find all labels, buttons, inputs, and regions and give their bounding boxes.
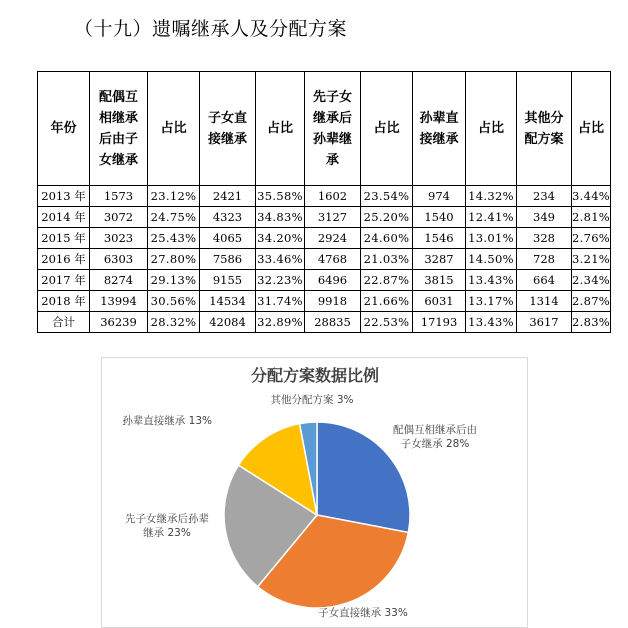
share-cell: 2.34% bbox=[572, 270, 611, 291]
count-cell: 17193 bbox=[413, 312, 466, 333]
header-share: 占比 bbox=[361, 72, 413, 186]
share-cell: 3.21% bbox=[572, 249, 611, 270]
header-spouse-then-children: 配偶互相继承后由子女继承 bbox=[90, 72, 148, 186]
share-cell: 14.32% bbox=[466, 186, 517, 207]
slice-label-line: 子女直接继承 33% bbox=[318, 607, 408, 619]
share-cell: 14.50% bbox=[466, 249, 517, 270]
slice-label-line: 子女继承 28% bbox=[400, 438, 470, 450]
count-cell: 349 bbox=[517, 207, 572, 228]
share-cell: 25.20% bbox=[361, 207, 413, 228]
count-cell: 14534 bbox=[200, 291, 256, 312]
statistics-table bbox=[37, 71, 611, 333]
share-cell: 27.80% bbox=[148, 249, 200, 270]
count-cell: 1314 bbox=[517, 291, 572, 312]
share-cell: 21.03% bbox=[361, 249, 413, 270]
share-cell: 29.13% bbox=[148, 270, 200, 291]
count-cell: 4323 bbox=[200, 207, 256, 228]
table-row bbox=[38, 207, 611, 228]
count-cell: 3127 bbox=[305, 207, 361, 228]
share-cell: 13.17% bbox=[466, 291, 517, 312]
count-cell: 1540 bbox=[413, 207, 466, 228]
count-cell: 6031 bbox=[413, 291, 466, 312]
share-cell: 2.81% bbox=[572, 207, 611, 228]
share-cell: 35.58% bbox=[256, 186, 305, 207]
count-cell: 3617 bbox=[517, 312, 572, 333]
count-cell: 728 bbox=[517, 249, 572, 270]
header-children-direct: 子女直接继承 bbox=[200, 72, 256, 186]
slice-label bbox=[122, 414, 212, 427]
share-cell: 28.32% bbox=[148, 312, 200, 333]
year-cell: 2016 年 bbox=[38, 249, 90, 270]
count-cell: 3072 bbox=[90, 207, 148, 228]
header-year: 年份 bbox=[38, 72, 90, 186]
pie-chart-panel bbox=[101, 357, 528, 628]
share-cell: 2.83% bbox=[572, 312, 611, 333]
share-cell: 22.53% bbox=[361, 312, 413, 333]
table-body bbox=[38, 186, 611, 333]
count-cell: 1546 bbox=[413, 228, 466, 249]
count-cell: 1573 bbox=[90, 186, 148, 207]
slice-label bbox=[318, 606, 408, 619]
pie-slice bbox=[317, 422, 410, 532]
count-cell: 9155 bbox=[200, 270, 256, 291]
slice-label-line: 继承 23% bbox=[143, 527, 191, 539]
table-total-row bbox=[38, 312, 611, 333]
count-cell: 2924 bbox=[305, 228, 361, 249]
share-cell: 2.76% bbox=[572, 228, 611, 249]
header-children-then-grandchildren: 先子女继承后孙辈继承 bbox=[305, 72, 361, 186]
count-cell: 1602 bbox=[305, 186, 361, 207]
count-cell: 3287 bbox=[413, 249, 466, 270]
share-cell: 33.46% bbox=[256, 249, 305, 270]
slice-label-line: 孙辈直接继承 13% bbox=[122, 415, 212, 427]
count-cell: 328 bbox=[517, 228, 572, 249]
table-row bbox=[38, 186, 611, 207]
share-cell: 24.75% bbox=[148, 207, 200, 228]
header-other-plan: 其他分配方案 bbox=[517, 72, 572, 186]
header-share: 占比 bbox=[572, 72, 611, 186]
year-cell: 2018 年 bbox=[38, 291, 90, 312]
share-cell: 13.43% bbox=[466, 312, 517, 333]
pie-chart bbox=[102, 358, 527, 627]
share-cell: 23.12% bbox=[148, 186, 200, 207]
slice-label bbox=[125, 512, 209, 539]
share-cell: 13.01% bbox=[466, 228, 517, 249]
count-cell: 36239 bbox=[90, 312, 148, 333]
count-cell: 4065 bbox=[200, 228, 256, 249]
slice-label bbox=[393, 423, 477, 450]
slice-label-line: 配偶互相继承后由 bbox=[393, 424, 477, 436]
count-cell: 974 bbox=[413, 186, 466, 207]
table-row bbox=[38, 249, 611, 270]
table-row bbox=[38, 228, 611, 249]
count-cell: 664 bbox=[517, 270, 572, 291]
share-cell: 22.87% bbox=[361, 270, 413, 291]
count-cell: 6303 bbox=[90, 249, 148, 270]
share-cell: 30.56% bbox=[148, 291, 200, 312]
slice-label bbox=[271, 393, 354, 406]
share-cell: 31.74% bbox=[256, 291, 305, 312]
share-cell: 3.44% bbox=[572, 186, 611, 207]
count-cell: 234 bbox=[517, 186, 572, 207]
chart-title: 分配方案数据比例 bbox=[250, 366, 380, 385]
share-cell: 32.23% bbox=[256, 270, 305, 291]
share-cell: 23.54% bbox=[361, 186, 413, 207]
header-grandchildren-direct: 孙辈直接继承 bbox=[413, 72, 466, 186]
header-share: 占比 bbox=[148, 72, 200, 186]
table-row bbox=[38, 270, 611, 291]
count-cell: 42084 bbox=[200, 312, 256, 333]
count-cell: 7586 bbox=[200, 249, 256, 270]
share-cell: 34.83% bbox=[256, 207, 305, 228]
share-cell: 32.89% bbox=[256, 312, 305, 333]
slice-label-line: 其他分配方案 3% bbox=[270, 394, 354, 406]
count-cell: 4768 bbox=[305, 249, 361, 270]
share-cell: 21.66% bbox=[361, 291, 413, 312]
share-cell: 13.43% bbox=[466, 270, 517, 291]
year-cell: 2013 年 bbox=[38, 186, 90, 207]
count-cell: 3815 bbox=[413, 270, 466, 291]
share-cell: 24.60% bbox=[361, 228, 413, 249]
count-cell: 2421 bbox=[200, 186, 256, 207]
table-row bbox=[38, 291, 611, 312]
table-header-row bbox=[38, 72, 611, 186]
count-cell: 13994 bbox=[90, 291, 148, 312]
year-cell: 2017 年 bbox=[38, 270, 90, 291]
year-cell: 2015 年 bbox=[38, 228, 90, 249]
count-cell: 28835 bbox=[305, 312, 361, 333]
year-cell: 2014 年 bbox=[38, 207, 90, 228]
share-cell: 25.43% bbox=[148, 228, 200, 249]
share-cell: 12.41% bbox=[466, 207, 517, 228]
share-cell: 2.87% bbox=[572, 291, 611, 312]
section-title: （十九）遗嘱继承人及分配方案 bbox=[74, 18, 348, 40]
header-share: 占比 bbox=[256, 72, 305, 186]
count-cell: 6496 bbox=[305, 270, 361, 291]
count-cell: 9918 bbox=[305, 291, 361, 312]
total-label: 合计 bbox=[38, 312, 90, 333]
count-cell: 8274 bbox=[90, 270, 148, 291]
count-cell: 3023 bbox=[90, 228, 148, 249]
header-share: 占比 bbox=[466, 72, 517, 186]
slice-label-line: 先子女继承后孙辈 bbox=[125, 513, 209, 525]
share-cell: 34.20% bbox=[256, 228, 305, 249]
